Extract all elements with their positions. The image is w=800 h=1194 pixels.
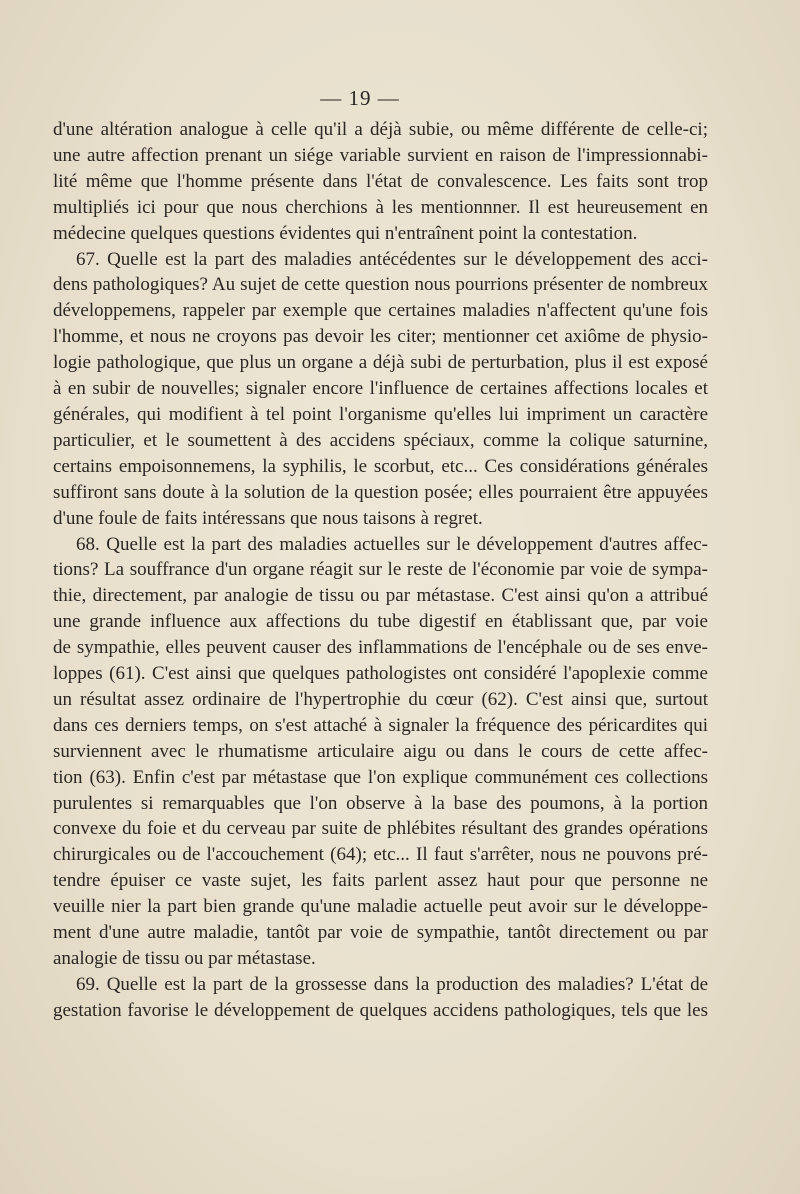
text-line: tion (63). Enfin c'est par métastase que l'on explique communément ces collections (53, 766, 708, 788)
text-line: d'une altération analogue à celle qu'il a déjà subie, ou même différente de celle-ci; (53, 119, 708, 140)
text-line: suffiront sans doute à la solution de la question posée; elles pourraient être appuyées (53, 481, 708, 503)
text-line: une grande influence aux affections du tube digestif en établissant que, par voie (53, 611, 708, 633)
text-line: ment d'une autre maladie, tantôt par voie de sympathie, tantôt directement ou par (53, 922, 708, 944)
paragraph-69-start: 69. Quelle est la part de la grossesse dans la production des maladies? L'état de (76, 973, 708, 995)
body-text (53, 117, 708, 1024)
text-line: surviennent avec le rhumatisme articulaire aigu ou dans le cours de cette affec- (53, 740, 708, 762)
text-line: de sympathie, elles peuvent causer des inflammations de l'encéphale ou de ses enve- (53, 637, 708, 659)
text-line: à en subir de nouvelles; signaler encore l'influence de certaines affections locales et (53, 378, 708, 400)
paragraph-67-start: 67. Quelle est la part des maladies antécédentes sur le développement des acci- (76, 248, 708, 270)
text-line: loppes (61). C'est ainsi que quelques pathologistes ont considéré l'apoplexie comme (53, 663, 708, 685)
text-line: développemens, rappeler par exemple que certaines maladies n'affectent qu'une fois (53, 300, 708, 322)
paragraph-68-start: 68. Quelle est la part des maladies actuelles sur le développement d'autres affec- (76, 533, 708, 555)
text-line: une autre affection prenant un siége variable survient en raison de l'impressionnabi- (53, 144, 708, 166)
text-line: chirurgicales ou de l'accouchement (64); etc... Il faut s'arrêter, nous ne pouvons pré- (53, 844, 708, 866)
text-line: logie pathologique, que plus un organe a déjà subi de perturbation, plus il est exposé (53, 352, 708, 374)
text-line: gestation favorise le développement de quelques accidens pathologiques, tels que les (53, 999, 708, 1021)
text-line: tendre épuiser ce vaste sujet, les faits parlent assez haut pour que personne ne (53, 870, 708, 892)
text-line: un résultat assez ordinaire de l'hypertrophie du cœur (62). C'est ainsi que, surtout (53, 688, 708, 710)
text-line: purulentes si remarquables que l'on observe à la base des poumons, à la portion (53, 792, 708, 814)
text-line: générales, qui modifient à tel point l'organisme qu'elles lui impriment un caractère (53, 403, 708, 425)
text-line: certains empoisonnemens, la syphilis, le scorbut, etc... Ces considérations générales (53, 455, 708, 477)
text-line: dans ces derniers temps, on s'est attaché à signaler la fréquence des péricardites qui (53, 714, 708, 736)
text-line: médecine quelques questions évidentes qui n'entraînent point la contestation. (53, 222, 638, 244)
text-line: veuille nier la part bien grande qu'une maladie actuelle peut avoir sur le développe- (53, 896, 708, 918)
page-number: — 19 — (320, 86, 400, 110)
text-line: l'homme, et nous ne croyons pas devoir les citer; mentionner cet axiôme de physio- (53, 326, 708, 348)
text-line: particulier, et le soumettent à des accidens spéciaux, comme la colique saturnine, (53, 429, 708, 451)
text-line: lité même que l'homme présente dans l'état de convalescence. Les faits sont trop (53, 170, 708, 192)
text-line: d'une foule de faits intéressans que nous taisons à regret. (53, 507, 483, 529)
text-line: tions? La souffrance d'un organe réagit sur le reste de l'économie par voie de sympa- (53, 559, 708, 581)
text-line: multipliés ici pour que nous cherchions à les mentionnner. Il est heureusement en (53, 196, 708, 218)
text-line: dens pathologiques? Au sujet de cette question nous pourrions présenter de nombreux (53, 274, 708, 296)
text-line: convexe du foie et du cerveau par suite de phlébites résultant des grandes opérations (53, 818, 708, 840)
text-line: analogie de tissu ou par métastase. (53, 948, 316, 969)
text-line: thie, directement, par analogie de tissu ou par métastase. C'est ainsi qu'on a attribué (53, 585, 708, 607)
